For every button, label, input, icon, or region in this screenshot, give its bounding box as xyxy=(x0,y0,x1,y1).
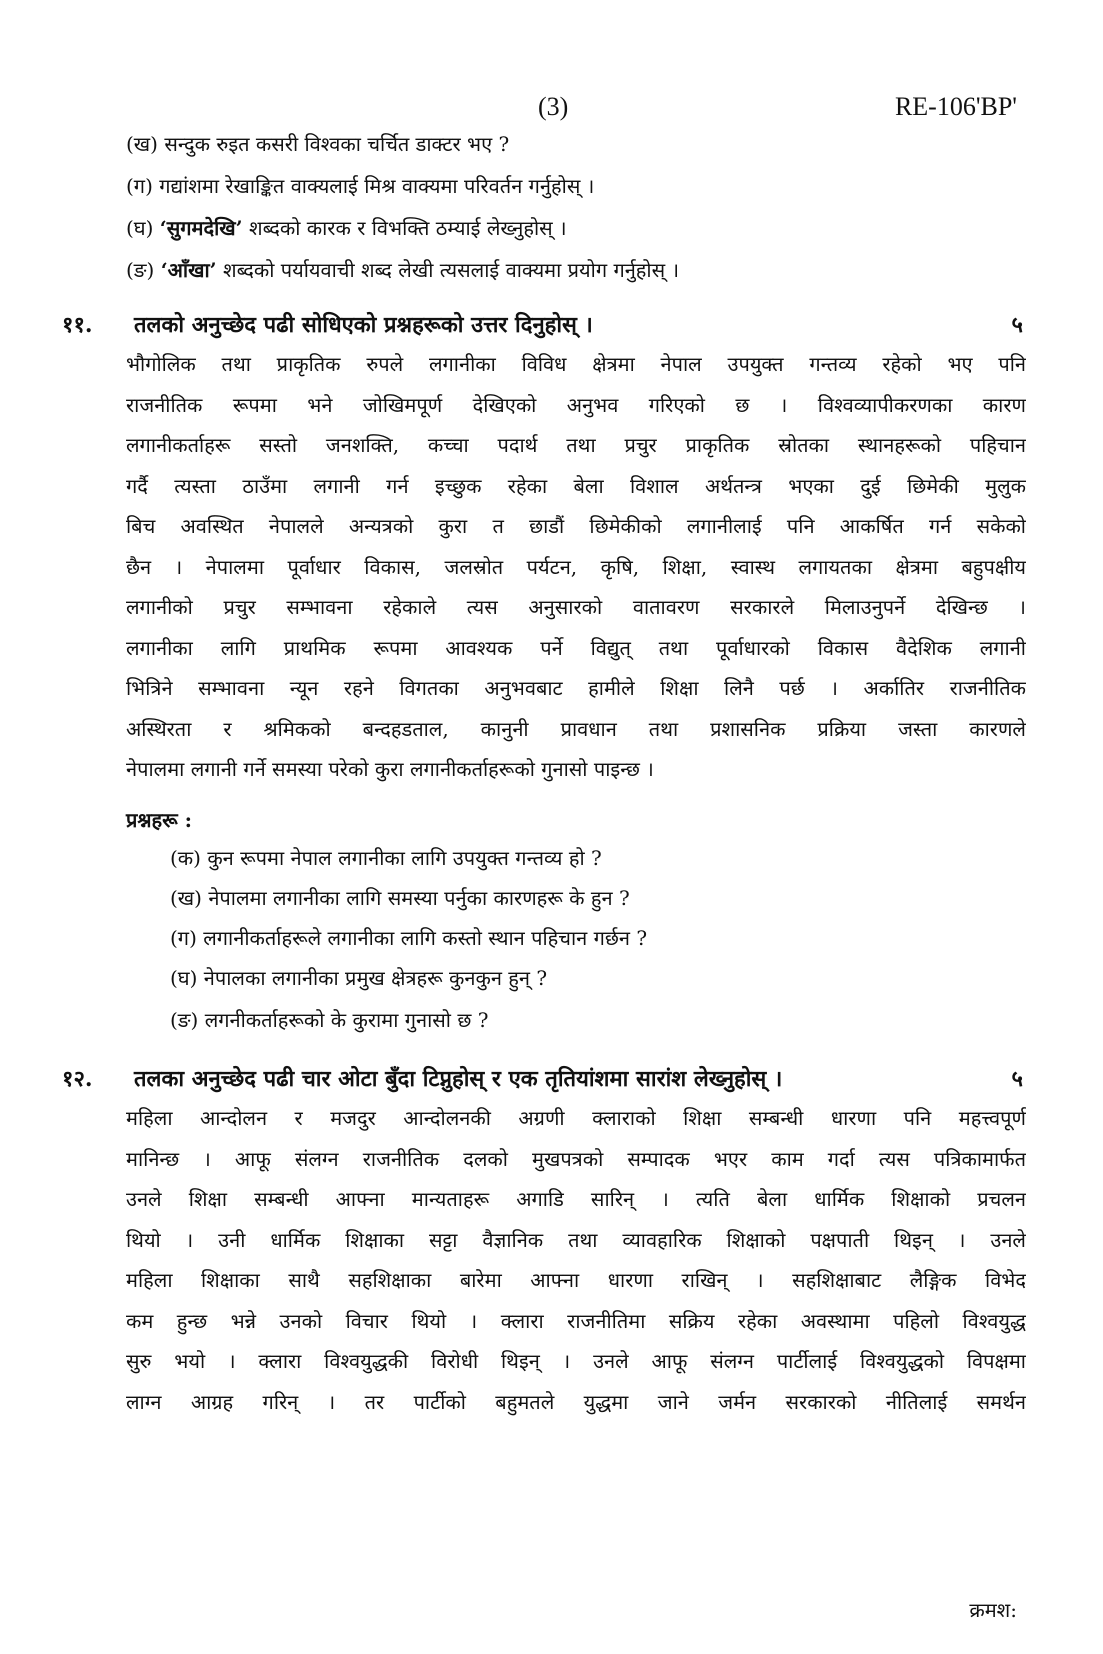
question-11-item: (घ) नेपालका लगानीका प्रमुख क्षेत्रहरू कुनकुन हुन् ? xyxy=(170,966,548,990)
passage-line: राजनीतिक रूपमा भने जोखिमपूर्ण देखिएको अनुभव गरिएको छ । विश्वव्यापीकरणका कारण xyxy=(126,392,1026,417)
passage-line: गर्दै त्यस्ता ठाउँमा लगानी गर्न इच्छुक रहेका बेला विशाल अर्थतन्त्र भएका दुई छिमेकी मुलुक xyxy=(126,473,1026,498)
passage-line: कम हुन्छ भन्ने उनको विचार थियो । क्लारा राजनीतिमा सक्रिय रहेका अवस्थामा पहिलो विश्वयुद्ध xyxy=(126,1308,1026,1333)
passage-line: उनले शिक्षा सम्बन्धी आफ्ना मान्यताहरू अगाडि सारिन् । त्यति बेला धार्मिक शिक्षाको प्रचलन xyxy=(126,1187,1026,1211)
passage-line: थियो । उनी धार्मिक शिक्षाका सट्टा वैज्ञानिक तथा व्यावहारिक शिक्षाको पक्षपाती थिइन् । उनले xyxy=(126,1227,1026,1252)
passage-line: भित्रिने सम्भावना न्यून रहने विगतका अनुभवबाट हामीले शिक्षा लिनै पर्छ । अर्कातिर राजनीतिक xyxy=(126,676,1026,700)
sub-question-bold-term: ‘आँखा’ xyxy=(160,258,217,282)
question-11-heading xyxy=(62,310,1023,340)
exam-code: RE-106'BP' xyxy=(894,92,1017,121)
passage-line: अस्थिरता र श्रमिकको बन्दहडताल, कानुनी प्रावधान तथा प्रशासनिक प्रक्रिया जस्ता कारणले xyxy=(126,716,1026,741)
passage-line: लगानीको प्रचुर सम्भावना रहेकाले त्यस अनुसारको वातावरण सरकारले मिलाउनुपर्ने देखिन्छ । xyxy=(126,595,1026,619)
passage-line: लगानीका लागि प्राथमिक रूपमा आवश्यक पर्ने विद्युत् तथा पूर्वाधारको विकास वैदेशिक लगानी xyxy=(126,635,1026,660)
continued-label: क्रमश: xyxy=(969,1598,1017,1622)
passage-line: सुरु भयो । क्लारा विश्वयुद्धकी विरोधी थिइन् । उनले आफू संलग्न पार्टीलाई विश्वयुद्धको विपक्षमा xyxy=(126,1349,1026,1373)
page-number: (3) xyxy=(538,92,569,121)
question-12-passage xyxy=(126,1098,1026,1422)
passage-line: छैन । नेपालमा पूर्वाधार विकास, जलस्रोत पर्यटन, कृषि, शिक्षा, स्वास्थ लगायतका क्षेत्रमा बहुपक्षीय xyxy=(126,554,1026,579)
sub-question-kha xyxy=(126,130,509,158)
passage-line: भौगोलिक तथा प्राकृतिक रुपले लगानीका विविध क्षेत्रमा नेपाल उपयुक्त गन्तव्य रहेको भए पनि xyxy=(126,352,1026,376)
sub-question-ga xyxy=(126,172,594,200)
question-11-item: (ख) नेपालमा लगानीका लागि समस्या पर्नुका कारणहरू के हुन ? xyxy=(170,886,630,910)
sub-question-marker: (घ) xyxy=(126,216,154,240)
question-12-heading xyxy=(62,1064,1023,1094)
question-number: १२. xyxy=(62,1066,93,1092)
question-11-item: (ङ) लगनीकर्ताहरूको के कुरामा गुनासो छ ? xyxy=(170,1008,489,1032)
passage-line: नेपालमा लगानी गर्ने समस्या परेको कुरा लगानीकर्ताहरूको गुनासो पाइन्छ । xyxy=(126,757,654,781)
sub-question-nga xyxy=(126,256,679,284)
question-number: ११. xyxy=(62,312,93,338)
sub-question-text: गद्यांशमा रेखाङ्कित वाक्यलाई मिश्र वाक्यमा परिवर्तन गर्नुहोस् । xyxy=(159,174,595,198)
sub-question-text: सन्दुक रुइत कसरी विश्वका चर्चित डाक्टर भए ? xyxy=(164,132,510,156)
sub-question-bold-term: ‘सुगमदेखि’ xyxy=(159,216,243,240)
question-instruction: तलका अनुच्छेद पढी चार ओटा बुँदा टिप्नुहोस् र एक तृतियांशमा सारांश लेख्नुहोस् । xyxy=(134,1066,783,1092)
passage-line: लाग्न आग्रह गरिन् । तर पार्टीको बहुमतले युद्धमा जाने जर्मन सरकारको नीतिलाई समर्थन xyxy=(126,1389,1026,1414)
passage-line: बिच अवस्थित नेपालले अन्यत्रको कुरा त छाडौं छिमेकीको लगानीलाई पनि आकर्षित गर्न सकेको xyxy=(126,514,1026,538)
sub-question-marker: (ङ) xyxy=(126,258,155,282)
passage-line: लगानीकर्ताहरू सस्तो जनशक्ति, कच्चा पदार्थ तथा प्रचुर प्राकृतिक स्रोतका स्थानहरूको पहिचान xyxy=(126,433,1026,457)
question-marks: ५ xyxy=(1011,312,1023,338)
sub-question-marker: (ख) xyxy=(126,132,158,156)
questions-label: प्रश्नहरू : xyxy=(126,808,193,832)
question-instruction: तलको अनुच्छेद पढी सोधिएको प्रश्नहरूको उत्तर दिनुहोस् । xyxy=(134,312,593,338)
question-11-item: (ग) लगानीकर्ताहरूले लगानीका लागि कस्तो स्थान पहिचान गर्छन ? xyxy=(170,926,648,950)
sub-question-text: शब्दको कारक र विभक्ति ठम्याई लेख्नुहोस् । xyxy=(242,216,567,240)
sub-question-gha xyxy=(126,214,567,242)
sub-question-text: शब्दको पर्यायवाची शब्द लेखी त्यसलाई वाक्यमा प्रयोग गर्नुहोस् । xyxy=(216,258,680,282)
question-marks: ५ xyxy=(1011,1066,1023,1092)
passage-line: महिला शिक्षाका साथै सहशिक्षाका बारेमा आफ्ना धारणा राखिन् । सहशिक्षाबाट लैङ्गिक विभेद xyxy=(126,1268,1026,1292)
passage-line: महिला आन्दोलन र मजदुर आन्दोलनकी अग्रणी क्लाराको शिक्षा सम्बन्धी धारणा पनि महत्त्वपूर्ण xyxy=(126,1106,1026,1130)
question-11-passage xyxy=(126,344,1026,790)
question-11-item: (क) कुन रूपमा नेपाल लगानीका लागि उपयुक्त गन्तव्य हो ? xyxy=(170,846,602,870)
passage-line: मानिन्छ । आफू संलग्न राजनीतिक दलको मुखपत्रको सम्पादक भएर काम गर्दा त्यस पत्रिकामार्फत xyxy=(126,1146,1026,1171)
sub-question-marker: (ग) xyxy=(126,174,153,198)
